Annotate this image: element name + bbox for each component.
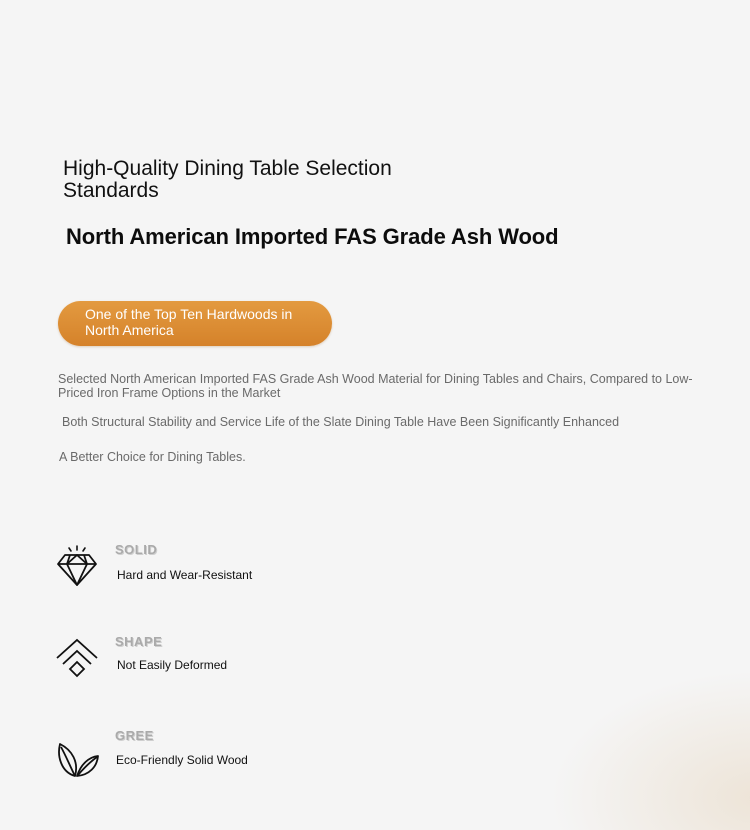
background-glow — [550, 670, 750, 830]
feature-item-eco — [55, 728, 455, 788]
feature-tag: SHAPE — [115, 634, 163, 649]
feature-label: Eco-Friendly Solid Wood — [116, 753, 248, 767]
feature-tag: GREE — [115, 728, 154, 743]
layers-icon — [55, 636, 99, 680]
feature-item-shape — [55, 633, 455, 693]
choice-paragraph: A Better Choice for Dining Tables. — [59, 450, 246, 464]
feature-label: Not Easily Deformed — [117, 658, 228, 672]
feature-tag: SOLID — [115, 542, 158, 557]
diamond-icon — [55, 544, 99, 588]
hardwood-badge-label: One of the Top Ten Hardwoods in North America — [85, 306, 293, 338]
hardwood-badge — [58, 301, 332, 346]
leaves-icon — [55, 738, 99, 782]
feature-label: Hard and Wear-Resistant — [117, 568, 253, 582]
page-subheading: North American Imported FAS Grade Ash Wood — [66, 224, 559, 249]
page-heading: High-Quality Dining Table Selection Standards — [63, 157, 392, 202]
feature-item-solid — [55, 541, 455, 601]
stability-paragraph: Both Structural Stability and Service Life of the Slate Dining Table Have Been Significantly Enhanced — [62, 415, 620, 429]
description-paragraph: Selected North American Imported FAS Grade Ash Wood Material for Dining Tables and Chairs, Compared to Low-Priced Iron Frame Options in the Market — [58, 372, 693, 400]
